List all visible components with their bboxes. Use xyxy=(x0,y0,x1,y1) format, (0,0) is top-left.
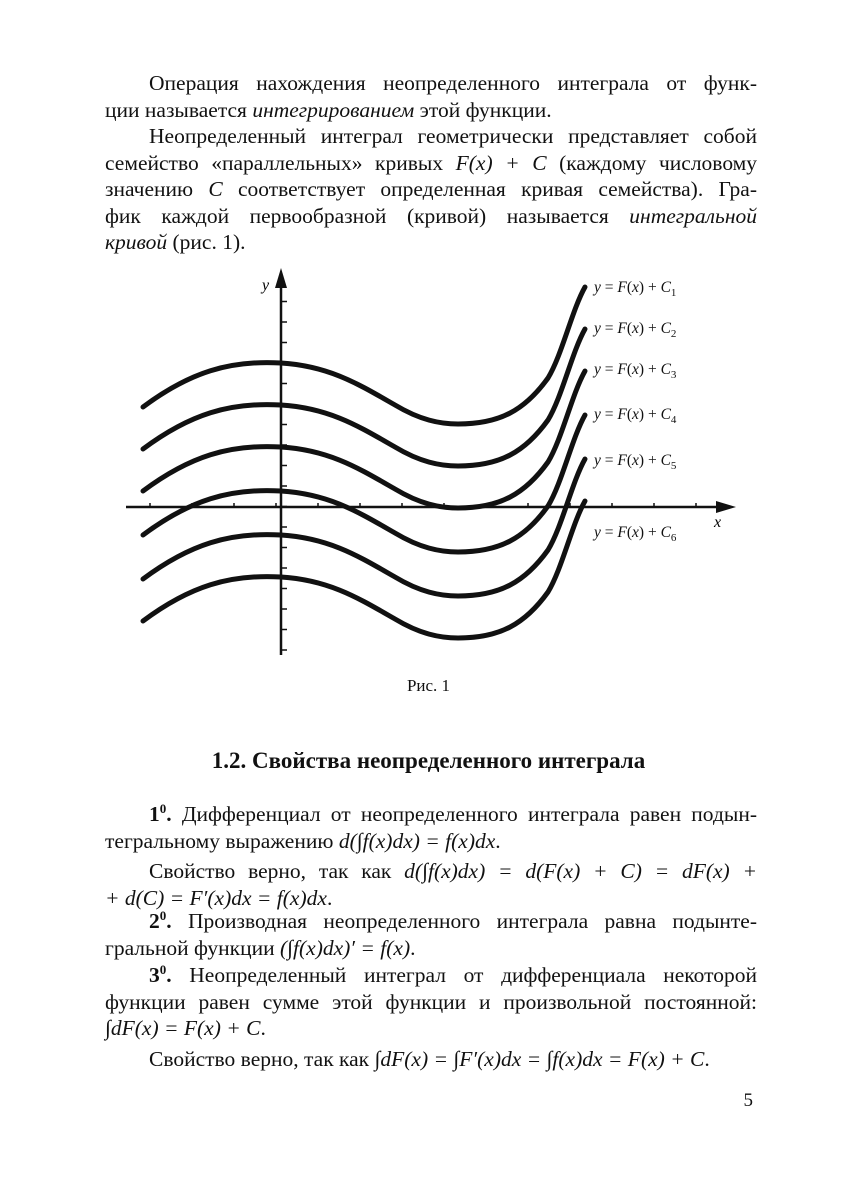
section-heading: 1.2. Свойства неопределенного интеграла xyxy=(211,748,646,773)
formula: d(∫f(x)dx) = f(x)dx xyxy=(338,828,496,853)
formula: ∫dF(x) = F(x) + C xyxy=(105,1016,261,1040)
page-number: 5 xyxy=(743,1090,753,1111)
figure-caption: Рис. 1 xyxy=(406,676,451,695)
integral-curve-2 xyxy=(143,329,585,466)
text-line: ∫dF(x) = F(x) + C. xyxy=(105,1016,266,1040)
text-line: функции равен сумме этой функции и произвольной постоянной: xyxy=(105,989,757,1014)
text-line: $2^0$. Производная неопределенного интеграла равна подынте- xyxy=(149,907,757,933)
intro-paragraph-2 xyxy=(105,123,757,256)
text-line: + d(C) = F′(x)dx = f(x)dx. xyxy=(105,885,333,910)
curve-label-6: $y = F(x) + C_6$ xyxy=(594,524,677,544)
curve-label-5: $y = F(x) + C_5$ xyxy=(594,452,677,472)
text-line: значению C соответствует определенная кривая семейства). Гра- xyxy=(105,177,757,201)
intro-paragraph-1 xyxy=(105,70,757,123)
text-line: тегральному выражению d(∫f(x)dx) = f(x)dx. xyxy=(105,828,501,853)
curve-label-1: $y = F(x) + C_1$ xyxy=(594,279,677,299)
text-line: Свойство верно, так как d(∫f(x)dx) = d(F(x) + C) = dF(x) + xyxy=(149,859,757,883)
y-axis-arrow xyxy=(275,268,287,288)
integral-curve-1 xyxy=(143,287,585,424)
curve-label-2: $y = F(x) + C_2$ xyxy=(594,320,677,340)
axis-ticks xyxy=(150,302,696,651)
formula: ∫dF(x) = ∫F′(x)dx = ∫f(x)dx = F(x) + C xyxy=(374,1047,705,1071)
text-line: ции называется интегрированием этой функции. xyxy=(105,97,552,122)
x-axis-label: x xyxy=(714,514,722,531)
property-3 xyxy=(105,962,757,1042)
text-line: Операция нахождения неопределенного интеграла от функ- xyxy=(149,71,757,95)
text-line: Неопределенный интеграл геометрически представляет собой xyxy=(149,124,757,148)
text-line: гральной функции (∫f(x)dx)′ = f(x). xyxy=(105,935,416,960)
integral-curve-4 xyxy=(143,415,585,552)
curve-label-3: $y = F(x) + C_3$ xyxy=(594,361,677,381)
text-line: Свойство верно, так как ∫dF(x) = ∫F′(x)dx = ∫f(x)dx = F(x) + C. xyxy=(149,1047,710,1071)
x-axis-arrow xyxy=(716,501,736,513)
text-line: $1^0$. Дифференциал от неопределенного интеграла равен подын- xyxy=(149,800,757,826)
y-axis-label: y xyxy=(262,277,270,294)
formula: d(∫f(x)dx) = d(F(x) + C) = dF(x) + xyxy=(404,859,757,883)
integral-curve-5 xyxy=(143,459,585,596)
property-1-proof xyxy=(105,858,757,911)
text-line: фик каждой первообразной (кривой) называется интегральной xyxy=(105,203,757,228)
curve-label-4: $y = F(x) + C_4$ xyxy=(594,406,677,426)
text-line: $3^0$. Неопределенный интеграл от дифференциала некоторой xyxy=(149,961,757,987)
integral-curves-figure xyxy=(120,262,760,662)
formula: (∫f(x)dx)′ = f(x) xyxy=(279,935,411,960)
text-line: кривой (рис. 1). xyxy=(105,230,246,254)
text-line: семейство «параллельных» кривых F(x) + C (каждому числовому xyxy=(105,150,758,175)
property-1 xyxy=(105,801,757,854)
integral-curve-6 xyxy=(143,501,585,638)
property-3-proof xyxy=(105,1046,757,1073)
integral-curve-3 xyxy=(143,371,585,508)
formula: + d(C) = F′(x)dx = f(x)dx xyxy=(105,885,327,910)
property-2 xyxy=(105,908,757,961)
